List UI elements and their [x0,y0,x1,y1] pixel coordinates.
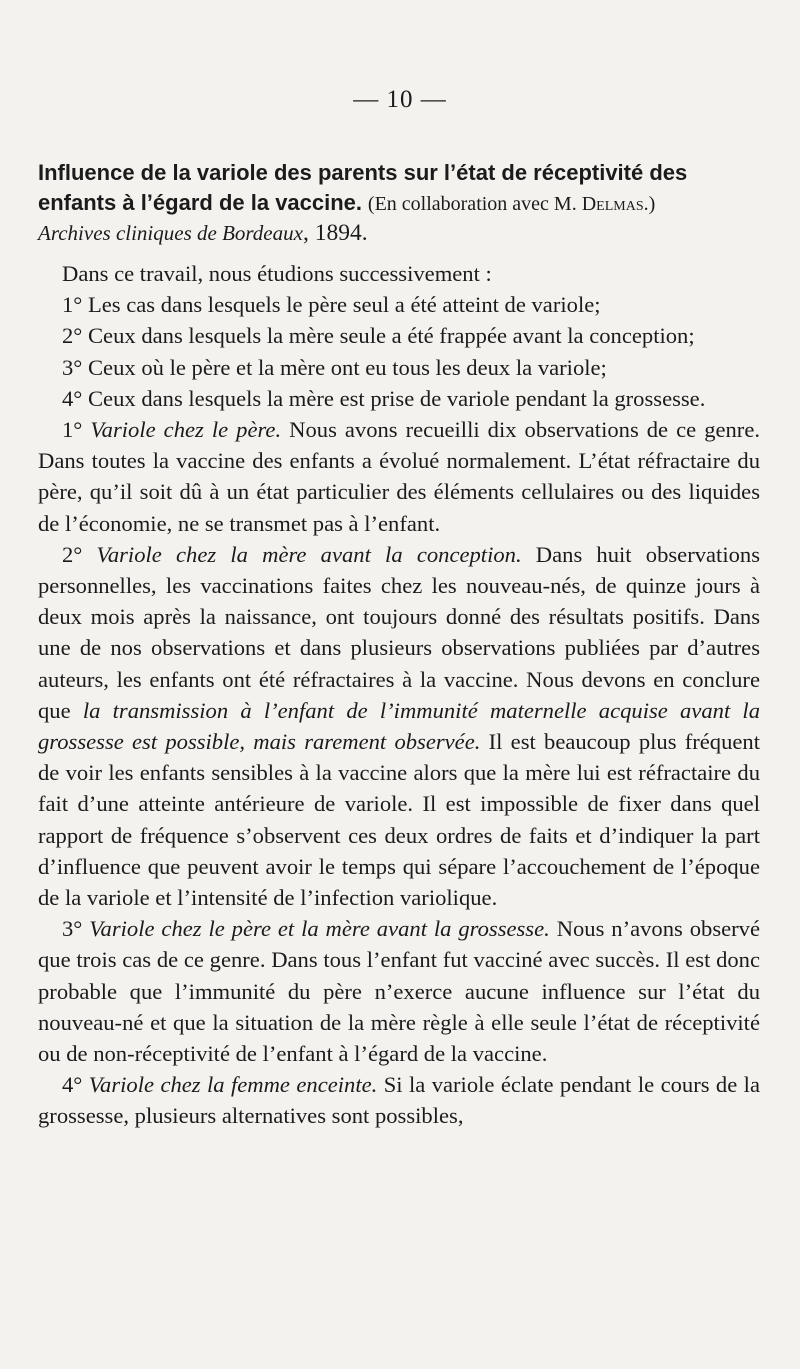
collab-open: (En collaboration avec M. [367,193,577,215]
paragraph-mother-before [38,539,760,913]
collaboration-note [368,193,655,215]
article-body [38,258,760,1132]
paragraph-case-3: 3° Ceux où le père et la mère ont eu tous les deux la variole; [62,354,607,380]
section-text: Si la variole éclate pendant le cours de la grossesse, plusieurs alternatives sont possibles, [38,1072,760,1129]
article-title: Influence de la variole des parents sur l’état de réceptivité des enfants à l’égard de la vaccine. [38,160,688,215]
section-number: 2° [62,541,83,567]
section-number: 3° [62,916,83,942]
article-heading [38,158,760,248]
paragraph-case-1: 1° Les cas dans lesquels le père seul a été atteint de variole; [62,292,601,318]
paragraph-intro: Dans ce travail, nous étudions successivement : [62,261,492,286]
section-text: Nous avons recueilli dix observations de ce genre. Dans toutes la vaccine des enfants a évolué normalement. L’état réfractaire du père, qu’il soit dû à un état particulier des éléments cellulaires ou des liquides de l’économie, ne se transmet pas à l’enfant. [38,417,761,536]
page-number: — 10 — [353,86,447,113]
section-number: 4° [62,1072,83,1098]
paragraph-both-parents [38,913,760,1069]
collab-close: .) [643,193,656,215]
paragraph-pregnant-woman [38,1069,760,1131]
section-title: Variole chez le père. [90,417,282,443]
section-text: Dans huit observations personnelles, les vaccinations faites chez les nouveau-nés, de quinze jours à deux mois après la naissance, ont toujours donné des résultats positifs. Dans une de nos observations et dans plusieurs observations publiées par d’autres auteurs, les enfants ont été réfractaires à la vaccine. Nous devons en conclure que [38,541,760,723]
paragraph-case-2: 2° Ceux dans lesquels la mère seule a été frappée avant la conception; [62,323,695,349]
section-title: Variole chez la femme enceinte. [88,1072,378,1098]
section-text: Nous n’avons observé que trois cas de ce genre. Dans tous l’enfant fut vacciné avec succès. Il est donc probable que l’immunité du père n’exerce aucune influence sur l’état du nouveau-né et que la situation de la mère règle à elle seule l’état de réceptivité ou de non-réceptivité de l’enfant à l’égard de la vaccine. [38,916,760,1067]
section-number: 1° [62,417,83,443]
journal-year: , 1894. [302,220,368,246]
section-title: Variole chez le père et la mère avant la grossesse. [89,916,550,942]
paragraph-father [38,414,760,539]
section-emphasis: la transmission à l’enfant de l’immunité maternelle acquise avant la grossesse est possible, mais rarement observée. [38,697,760,755]
paragraph-case-4: 4° Ceux dans lesquels la mère est prise de variole pendant la grossesse. [62,385,706,411]
section-title: Variole chez la mère avant la conception. [96,541,522,567]
section-text-continued: Il est beaucoup plus fréquent de voir les enfants sensibles à la vaccine alors que la mère lui est réfractaire du fait d’une atteinte antérieure de variole. Il est impossible de fixer dans quel rapport de fréquence s’observent ces deux ordres de faits et d’indiquer la part d’influence que peuvent avoir le temps qui sépare l’accouchement de l’époque de la variole et l’intensité de l’infection variolique. [38,729,761,911]
journal-name: Archives cliniques de Bordeaux [38,221,303,245]
collaborator-name: Delmas [581,193,644,215]
